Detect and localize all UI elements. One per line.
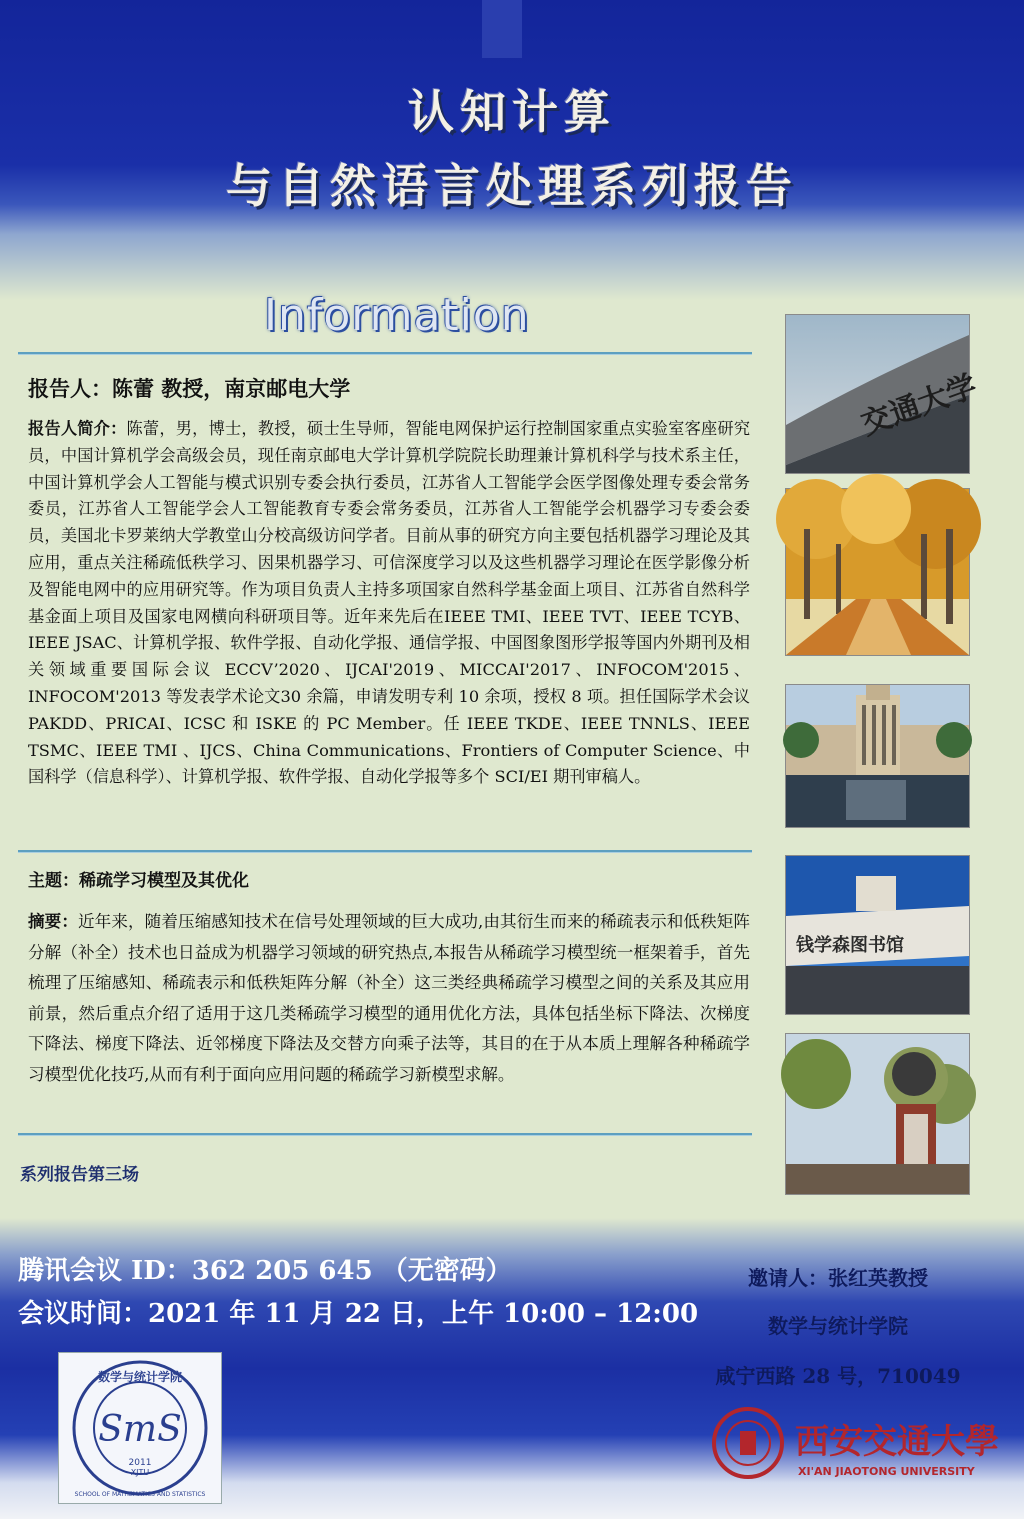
- title-line-2: 与自然语言处理系列报告: [226, 159, 798, 213]
- svg-text:SmS: SmS: [98, 1409, 182, 1450]
- bio-label: 报告人简介：: [28, 419, 127, 438]
- meeting-id: 腾讯会议 ID：362 205 645 （无密码）: [18, 1256, 512, 1286]
- abstract-text: 近年来，随着压缩感知技术在信号处理领域的巨大成功,由其衍生而来的稀疏表示和低秩矩阵分解（补全）技术也日益成为机器学习领域的研究热点,本报告从稀疏学习模型统一框架着手，首先梳理了压缩感知、稀疏表示和低秩矩阵分解（补全）这三类经典稀疏学习模型之间的关系及其应用前景，然后重点介绍了适用于这几类稀疏学习模型的通用优化方法，具体包括坐标下降法、次梯度下降法、梯度下降法、近邻梯度下降法及交替方向乘子法等，其目的在于从本质上理解各种稀疏学习模型优化技巧,从而有利于面向应用问题的稀疏学习新模型求解。: [28, 912, 751, 1084]
- sms-english: SCHOOL OF MATHEMATICS AND STATISTICS: [74, 1491, 206, 1498]
- abstract: [28, 906, 750, 1090]
- school-logo: [58, 1352, 222, 1504]
- topic-line: 主题：稀疏学习模型及其优化: [28, 871, 249, 891]
- photo-library: [785, 855, 970, 1015]
- photo-main-building: [785, 684, 970, 828]
- speaker-line: 报告人：陈蕾 教授，南京邮电大学: [28, 376, 351, 401]
- header-notch: [482, 0, 522, 58]
- series-label: 系列报告第三场: [20, 1165, 139, 1185]
- gate-inscription: 交通大学: [856, 368, 982, 443]
- inviter-school: 数学与统计学院: [768, 1314, 908, 1338]
- bio-text: 陈蕾，男，博士，教授，硕士生导师，智能电网保护运行控制国家重点实验室客座研究员，中国计算机学会高级会员，现任南京邮电大学计算机学院院长助理兼计算机科学与技术系主任，中国计算机学会人工智能与模式识别专委会执行委员，江苏省人工智能学会医学图像处理专委会常务委员，江苏省人工智能学会人工智能教育专委会常务委员，江苏省人工智能学会机器学习专委会委员，美国北卡罗莱纳大学教堂山分校高级访问学者。目前从事的研究方向主要包括机器学习理论及其应用，重点关注稀疏低秩学习、因果机器学习、可信深度学习以及这些机器学习理论在医学影像分析及智能电网中的应用研究等。作为项目负责人主持多项国家自然科学基金面上项目、江苏省自然科学基金面上项目及国家电网横向科研项目等。近年来先后在IEEE TMI、IEEE TVT、IEEE TCYB、IEEE JSAC、计算机学报、软件学报、自动化学报、通信学报、中国图象图形学报等国内外期刊及相关领域重要国际会议 ECCV’2020、IJCAI'2019、MICCAI'2017、INFOCOM'2015、INFOCOM'2013 等发表学术论文30 余篇，申请发明专利 10 余项，授权 8 项。担任国际学术会议 PAKDD、PRICAI、ICSC 和 ISKE 的 PC Member。任 IEEE TKDE、IEEE TNNLS、IEEE TSMC、IEEE TMI 、IJCS、China Communications、Frontiers of Computer Science、中国科学（信息科学）、计算机学报、软件学报、自动化学报等多个 SCI/EI 期刊审稿人。: [28, 419, 751, 787]
- information-heading: Information: [264, 290, 530, 341]
- sms-ring-text: 数学与统计学院: [97, 1370, 183, 1384]
- xjtu-name-en: XI'AN JIAOTONG UNIVERSITY: [798, 1465, 975, 1478]
- inviter-address: 咸宁西路 28 号，710049: [715, 1364, 961, 1388]
- divider-bottom: [18, 1133, 752, 1135]
- photo-monument: [785, 1033, 970, 1195]
- university-logo: [710, 1405, 1000, 1485]
- meeting-time: 会议时间：2021 年 11 月 22 日，上午 10:00 – 12:00: [18, 1299, 699, 1329]
- library-inscription: 钱学森图书馆: [796, 935, 904, 956]
- sms-abbr: XJTU: [130, 1468, 150, 1477]
- divider-middle: [18, 850, 752, 852]
- xjtu-name-cn: 西安交通大學: [795, 1422, 999, 1462]
- divider-top: [18, 352, 752, 354]
- inviter-name: 邀请人：张红英教授: [748, 1266, 928, 1290]
- abstract-label: 摘要：: [28, 911, 79, 931]
- speaker-bio: [28, 416, 750, 791]
- photo-autumn-avenue: [785, 488, 970, 656]
- sms-year: 2011: [128, 1458, 152, 1468]
- photo-campus-gate: [785, 314, 982, 474]
- title-line-1: 认知计算: [408, 85, 616, 139]
